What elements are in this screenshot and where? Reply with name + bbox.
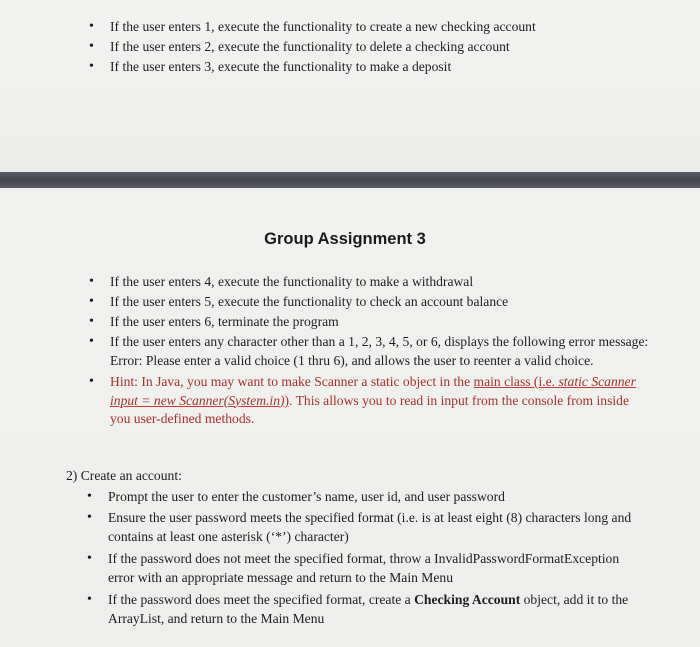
main-class-phrase: main class (i.e.	[473, 374, 559, 389]
error-message-text: Error: Please enter a valid choice (1 thru 6)	[110, 352, 345, 368]
bullet-icon: •	[89, 59, 94, 74]
page-title: Group Assignment 3	[264, 230, 426, 248]
bullet-icon: •	[87, 489, 92, 504]
list-item: • Prompt the user to enter the customer’s name, user id, and user password	[108, 488, 648, 507]
hint-list-item: • Hint: In Java, you may want to make Scanner a static object in the main class (i.e. static Scanner input = new Scanner(System.in)). This allows you to read in input from the console from inside you user-defined methods.	[89, 374, 636, 426]
list-item: • If the user enters 6, terminate the program	[110, 313, 650, 332]
bullet-icon: •	[89, 374, 94, 389]
bullet-icon: •	[89, 274, 94, 289]
bullet-icon: •	[89, 314, 94, 329]
list-item: • If the user enters 4, execute the functionality to make a withdrawal	[110, 273, 650, 292]
bullet-icon: •	[87, 510, 92, 525]
list-item: • If the user enters 1, execute the functionality to create a new checking account	[110, 18, 690, 37]
list-item: • If the password does meet the specified format, create a Checking Account object, add it to the ArrayList, and return to the Main Menu	[87, 592, 629, 626]
error-list-item: • If the user enters any character other than a 1, 2, 3, 4, 5, or 6, displays the following error message: Error: Please enter a valid choice (1 thru 6), and allows the user to reenter a valid choice.	[89, 334, 649, 368]
section-number: 2)	[66, 468, 78, 483]
page-divider	[0, 172, 700, 188]
create-account-bullet-list	[87, 488, 648, 631]
section-title: Create an account:	[80, 468, 182, 483]
scanner-code-snippet: static Scanner input = new Scanner(System.in)	[110, 374, 636, 408]
top-bullet-list	[89, 18, 690, 78]
bullet-icon: •	[89, 334, 94, 349]
bullet-icon: •	[89, 294, 94, 309]
bullet-icon: •	[89, 39, 94, 54]
list-item: • If the user enters 3, execute the functionality to make a deposit	[110, 58, 690, 77]
list-item: • If the user enters 5, execute the functionality to check an account balance	[110, 293, 650, 312]
menu-bullet-list	[89, 273, 650, 430]
list-item: • Ensure the user password meets the specified format (i.e. is at least eight (8) characters long and contains at least one asterisk (‘*’) character)	[87, 510, 632, 544]
bullet-icon: •	[89, 19, 94, 34]
bullet-icon: •	[87, 592, 92, 607]
bullet-icon: •	[87, 551, 92, 566]
list-item: • If the user enters 2, execute the functionality to delete a checking account	[110, 38, 690, 57]
checking-account-term: Checking Account	[414, 592, 521, 607]
list-item: • If the password does not meet the specified format, throw a InvalidPasswordFormatException error with an appropriate message and return to the Main Menu	[87, 551, 620, 585]
section-heading	[66, 467, 182, 486]
